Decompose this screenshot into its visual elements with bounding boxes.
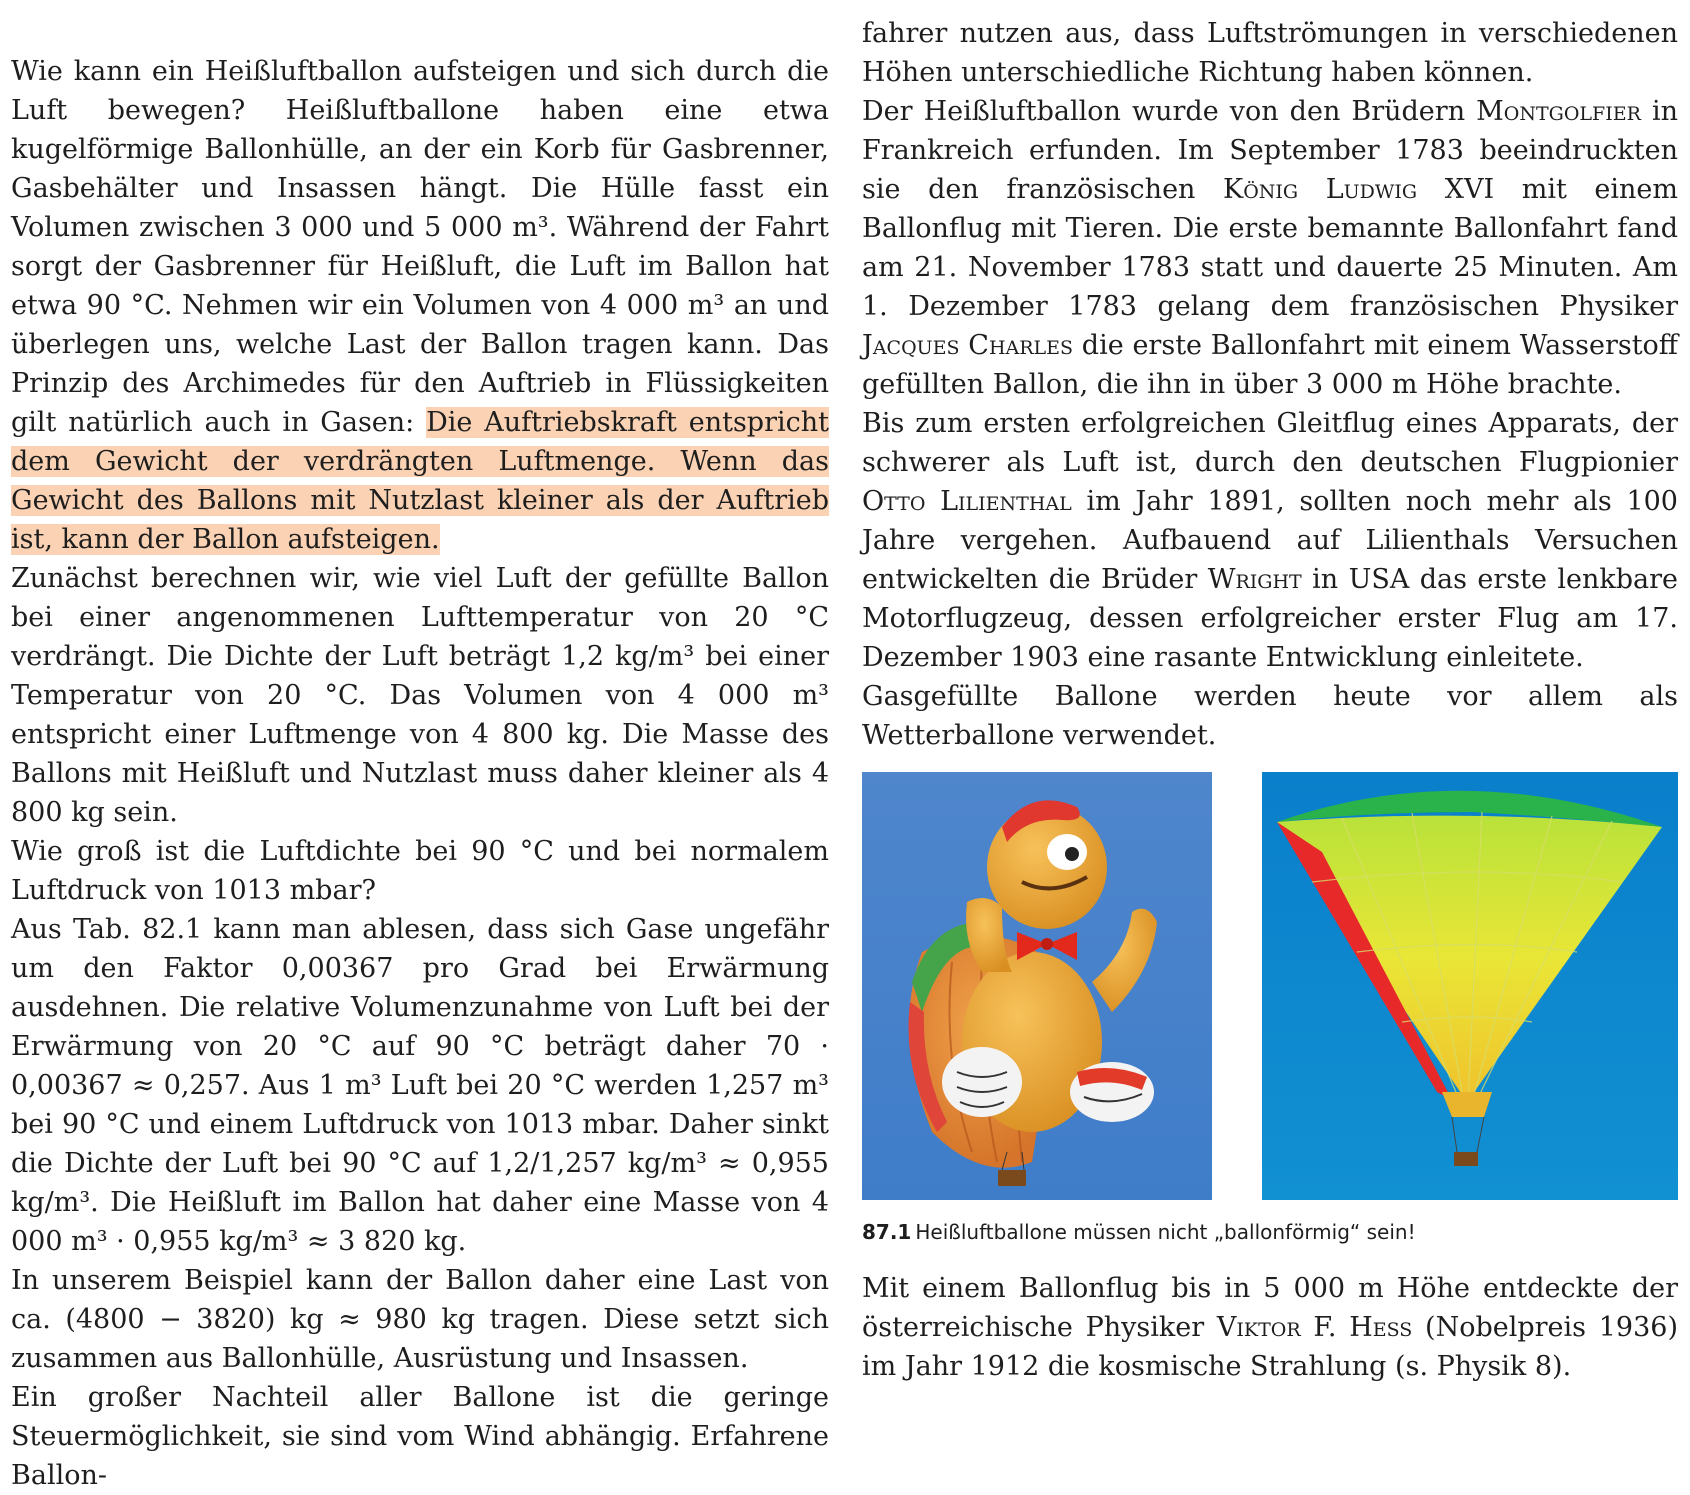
caption-text: Heißluftballone müssen nicht „ballonförmig“ sein! xyxy=(915,1220,1416,1244)
person-name: Otto Lilienthal xyxy=(862,486,1072,517)
person-name: Montgolfier xyxy=(1476,96,1641,127)
paragraph-currents: fahrer nutzen aus, dass Luftströmungen in verschiedenen Höhen unterschiedliche Richtung haben können. xyxy=(862,18,1678,88)
paragraph-displaced-air: Zunächst berechnen wir, wie viel Luft der gefüllte Ballon bei einer angenommenen Lufttemperatur von 20 °C verdrängt. Die Dichte der Luft beträgt 1,2 kg/m³ bei einer Temperatur von 20 °C. Das Volumen von 4 000 m³ entspricht einer Luftmenge von 4 800 kg. Die Masse des Ballons mit Heißluft und Nutzlast muss daher kleiner als 4 800 kg sein. xyxy=(11,563,829,828)
person-name: König Ludwig xyxy=(1223,174,1418,205)
turtle-balloon-photo xyxy=(862,772,1212,1200)
paragraph-question: Wie groß ist die Luftdichte bei 90 °C und bei normalem Luftdruck von 1013 mbar? xyxy=(11,836,829,906)
highlighted-text: Die Auftriebskraft entspricht dem Gewicht der verdrängten Luftmenge. Wenn das Gewicht des Ballons mit Nutzlast kleiner als der Auftrieb ist, kann der Ballon aufsteigen. xyxy=(11,407,829,555)
figure-caption xyxy=(862,1220,1416,1244)
figure-number: 87.1 xyxy=(862,1220,912,1244)
paragraph-gliding: Bis zum ersten erfolgreichen Gleitflug eines Apparats, der schwerer als Luft ist, durch den deutschen Flugpionier Otto Lilienthal im Jahr 1891, sollten noch mehr als 100 Jahre vergehen. Aufbauend auf Lilienthals Versuchen entwickelten die Brüder Wright in USA das erste lenkbare Motorflugzeug, dessen erfolgreicher erster Flug am 17. Dezember 1903 eine rasante Entwicklung einleitete. xyxy=(862,408,1679,673)
person-name: Viktor F. Hess xyxy=(1216,1312,1413,1343)
left-column xyxy=(11,52,829,1495)
person-name: Jacques Charles xyxy=(862,330,1074,361)
paragraph-hess: Mit einem Ballonflug bis in 5 000 m Höhe entdeckte der österreichische Physiker Viktor F. Hess (Nobelpreis 1936) im Jahr 1912 die kosmische Strahlung (s. Physik 8). xyxy=(862,1273,1678,1382)
paragraph-history: Der Heißluftballon wurde von den Brüdern Montgolfier in Frankreich erfunden. Im September 1783 beeindruckten sie den französischen König Ludwig XVI mit einem Ballonflug mit Tieren. Die erste bemannte Ballonfahrt fand am 21. November 1783 statt und dauerte 25 Minuten. Am 1. Dezember 1783 gelang dem französischen Physiker Jacques Charles die erste Ballonfahrt mit einem Wasserstoff gefüllten Ballon, die ihn in über 3 000 m Höhe brachte. xyxy=(862,96,1678,400)
paragraph-weather-balloons: Gasgefüllte Ballone werden heute vor allem als Wetterballone verwendet. xyxy=(862,681,1678,751)
person-name: Wright xyxy=(1207,564,1302,595)
cone-balloon-photo xyxy=(1262,772,1678,1200)
paragraph-intro: Wie kann ein Heißluftballon aufsteigen und sich durch die Luft bewegen? Heißluftballone haben eine etwa kugelförmige Ballonhülle, an der ein Korb für Gasbrenner, Gasbehälter und Insassen hängt. Die Hülle fasst ein Volumen zwischen 3 000 und 5 000 m³. Während der Fahrt sorgt der Gasbrenner für Heißluft, die Luft im Ballon hat etwa 90 °C. Nehmen wir ein Volumen von 4 000 m³ an und überlegen uns, welche Last der Ballon tragen kann. Das Prinzip des Archimedes für den Auftrieb in Flüssigkeiten gilt natürlich auch in Gasen: Die Auftriebskraft entspricht dem Gewicht der verdrängten Luftmenge. Wenn das Gewicht des Ballons mit Nutzlast kleiner als der Auftrieb ist, kann der Ballon aufsteigen. xyxy=(11,56,829,555)
right-column-bottom xyxy=(862,1269,1678,1386)
paragraph-steering: Ein großer Nachteil aller Ballone ist die geringe Steuermöglichkeit, sie sind vom Wind abhängig. Erfahrene Ballon- xyxy=(11,1382,829,1491)
right-column xyxy=(862,14,1678,755)
paragraph-calculation: Aus Tab. 82.1 kann man ablesen, dass sich Gase ungefähr um den Faktor 0,00367 pro Grad bei Erwärmung ausdehnen. Die relative Volumenzunahme von Luft bei der Erwärmung von 20 °C auf 90 °C beträgt daher 70 · 0,00367 ≈ 0,257. Aus 1 m³ Luft bei 20 °C werden 1,257 m³ bei 90 °C und einem Luftdruck von 1013 mbar. Daher sinkt die Dichte der Luft bei 90 °C auf 1,2/1,257 kg/m³ ≈ 0,955 kg/m³. Die Heißluft im Ballon hat daher eine Masse von 4 000 m³ · 0,955 kg/m³ ≈ 3 820 kg. xyxy=(11,914,829,1257)
figure-87-1 xyxy=(862,772,1678,1200)
paragraph-load: In unserem Beispiel kann der Ballon daher eine Last von ca. (4800 − 3820) kg ≈ 980 kg tragen. Diese setzt sich zusammen aus Ballonhülle, Ausrüstung und Insassen. xyxy=(11,1265,829,1374)
